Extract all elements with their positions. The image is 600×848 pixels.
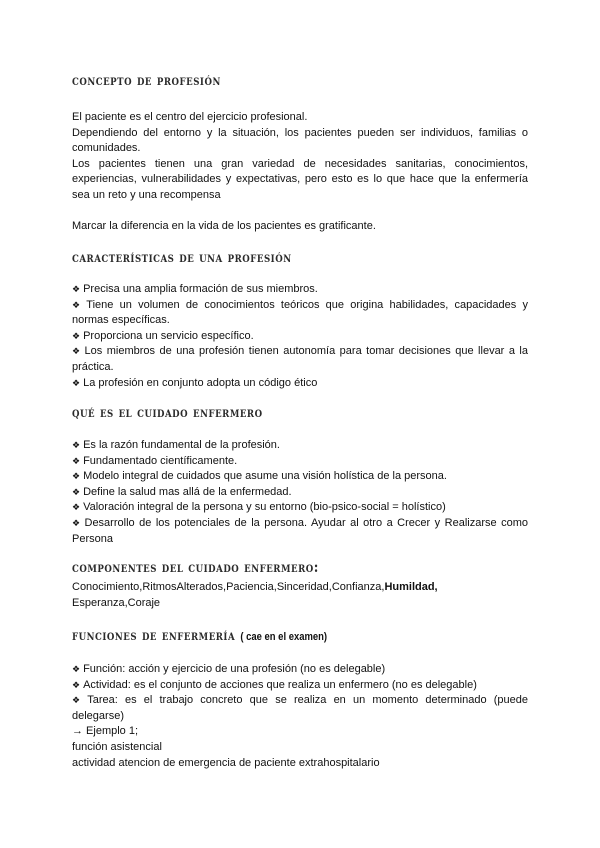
list-item: ❖ Tarea: es el trabajo concreto que se realiza en un momento determinado (puede delegarse) — [72, 694, 528, 722]
list-item: ❖ Proporciona un servicio específico. — [72, 329, 254, 342]
diamond-bullet-icon: ❖ — [72, 330, 81, 341]
section-cuidado-list — [72, 438, 528, 547]
list-item: ❖ Valoración integral de la persona y su entorno (bio-psico-social = holístico) — [72, 501, 446, 514]
list-item: ❖ Define la salud mas allá de la enfermedad. — [72, 485, 292, 498]
list-item: ❖ Precisa una amplia formación de sus miembros. — [72, 283, 318, 295]
example-line: función asistencial — [72, 740, 162, 753]
heading-concepto-profesion: concepto de profesión — [72, 72, 221, 89]
paragraph: Conocimiento,RitmosAlterados,Paciencia,Sinceridad,Confianza,Humildad, Esperanza,Coraje — [72, 581, 438, 609]
section-componentes-body — [72, 580, 528, 611]
list-item: ❖ La profesión en conjunto adopta un código ético — [72, 376, 318, 389]
diamond-bullet-icon: ❖ — [72, 440, 81, 450]
diamond-bullet-icon: ❖ — [72, 455, 81, 466]
diamond-bullet-icon: ❖ — [72, 486, 81, 497]
paragraph: Los pacientes tienen una gran variedad de necesidades sanitarias, conocimientos, experiencias, vulnerabilidades y expectativas, pero esto es lo que hace que la enfermería sea un reto y una recompensa — [72, 157, 528, 201]
diamond-bullet-icon: ❖ — [72, 517, 82, 528]
diamond-bullet-icon: ❖ — [72, 284, 81, 294]
heading-componentes: componentes del cuidado enfermero: — [72, 559, 319, 576]
list-item: ❖ Fundamentado científicamente. — [72, 454, 238, 467]
list-item: ❖ Los miembros de una profesión tienen autonomía para tomar decisiones que llevar a la práctica. — [72, 345, 528, 373]
list-item: ❖ Tiene un volumen de conocimientos teóricos que origina habilidades, capacidades y normas específicas. — [72, 298, 528, 327]
list-item: ❖ Actividad: es el conjunto de acciones que realiza un enfermero (no es delegable) — [72, 678, 477, 691]
paragraph: Marcar la diferencia en la vida de los pacientes es gratificante. — [72, 220, 376, 233]
example-line: → Ejemplo 1; — [72, 725, 139, 738]
heading-caracteristicas: características de una profesión — [72, 249, 292, 266]
exam-note: ( cae en el examen) — [240, 631, 328, 643]
diamond-bullet-icon: ❖ — [72, 695, 85, 706]
diamond-bullet-icon: ❖ — [72, 471, 81, 482]
heading-cuidado-enfermero: qué es el cuidado enfermero — [72, 404, 263, 421]
section-caracteristicas-list — [72, 282, 528, 391]
heading-funciones: funciones de enfermería ( cae en el examen) — [72, 627, 328, 644]
diamond-bullet-icon: ❖ — [72, 299, 84, 310]
diamond-bullet-icon: ❖ — [72, 502, 81, 513]
bold-word: Humildad, — [384, 581, 438, 593]
diamond-bullet-icon: ❖ — [72, 664, 81, 674]
section-concepto-body — [72, 110, 528, 235]
list-item: ❖ Es la razón fundamental de la profesión. — [72, 439, 280, 451]
paragraph: El paciente es el centro del ejercicio profesional. — [72, 111, 308, 123]
diamond-bullet-icon: ❖ — [72, 346, 82, 357]
list-item: ❖ Modelo integral de cuidados que asume una visión holística de la persona. — [72, 470, 447, 483]
list-item: ❖ Función: acción y ejercicio de una profesión (no es delegable) — [72, 663, 386, 675]
list-item: ❖ Desarrollo de los potenciales de la persona. Ayudar al otro a Crecer y Realizarse como Persona — [72, 516, 528, 545]
section-funciones-list — [72, 662, 528, 771]
diamond-bullet-icon: ❖ — [72, 377, 81, 388]
example-line: actividad atencion de emergencia de paciente extrahospitalario — [72, 756, 380, 769]
diamond-bullet-icon: ❖ — [72, 679, 81, 690]
paragraph: Dependiendo del entorno y la situación, los pacientes pueden ser individuos, familias o comunidades. — [72, 126, 528, 155]
